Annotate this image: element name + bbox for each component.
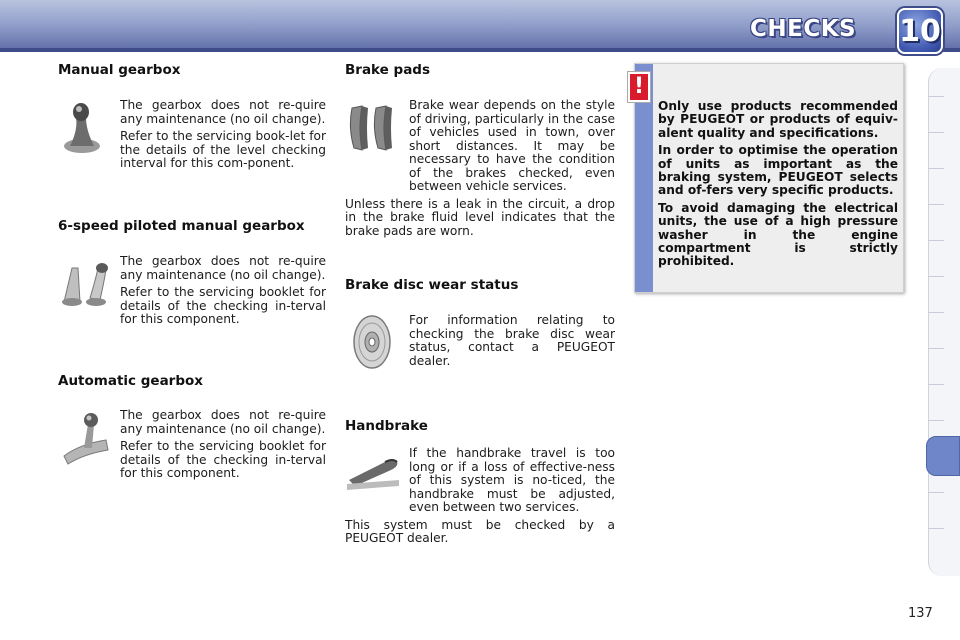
piloted-gear-selector-icon	[58, 258, 114, 310]
warning-text	[658, 100, 898, 273]
automatic-gearbox-text	[120, 409, 326, 485]
chapter-number: 10	[899, 13, 941, 49]
paragraph: Refer to the servicing booklet for details of the checking in-terval for this component.	[120, 285, 326, 326]
automatic-gear-selector-icon	[60, 410, 112, 466]
tab-divider	[928, 312, 944, 313]
paragraph: Refer to the servicing book-let for the details of the level checking interval for this com-ponent.	[120, 129, 326, 170]
manual-gear-lever-icon	[60, 100, 106, 156]
page-title: CHECKS	[750, 16, 857, 42]
chapter-tab-strip	[928, 68, 960, 576]
brake-pads-title: Brake pads	[345, 62, 431, 78]
paragraph: For information relating to checking the brake disc wear status, contact a PEUGEOT dealer.	[409, 313, 615, 368]
tab-divider	[928, 528, 944, 529]
warning-paragraph: In order to optimise the operation of units as important as the braking system, PEUGEOT selects and of-fers very specific products.	[658, 143, 898, 198]
brake-disc-icon	[350, 313, 394, 371]
tab-divider	[928, 420, 944, 421]
warning-paragraph: Only use products recommended by PEUGEOT or products of equiv-alent quality and specifications.	[658, 99, 898, 140]
warning-icon: !	[628, 72, 650, 102]
piloted-gearbox-text	[120, 255, 326, 331]
manual-gearbox-text	[120, 99, 326, 175]
tab-divider	[928, 96, 944, 97]
header-edge	[0, 48, 960, 52]
tab-divider	[928, 240, 944, 241]
brake-disc-title: Brake disc wear status	[345, 277, 519, 293]
warning-paragraph: To avoid damaging the electrical units, the use of a high pressure washer in the engine compartment is strictly prohibited.	[658, 200, 898, 269]
automatic-gearbox-title: Automatic gearbox	[58, 373, 203, 389]
chapter-badge	[897, 8, 943, 54]
brake-pads-text	[345, 99, 615, 242]
piloted-gearbox-title: 6-speed piloted manual gearbox	[58, 218, 305, 234]
tab-divider	[928, 276, 944, 277]
tab-divider	[928, 492, 944, 493]
chapter-tab-active[interactable]	[926, 436, 960, 476]
handbrake-text	[345, 447, 615, 550]
page-number: 137	[908, 606, 933, 621]
paragraph: Unless there is a leak in the circuit, a drop in the brake fluid level indicates that the brake pads are worn.	[345, 196, 615, 238]
tab-divider	[928, 204, 944, 205]
tab-divider	[928, 384, 944, 385]
paragraph: The gearbox does not re-quire any maintenance (no oil change).	[120, 408, 326, 436]
tab-divider	[928, 168, 944, 169]
brake-disc-text	[409, 314, 615, 372]
manual-gearbox-title: Manual gearbox	[58, 62, 181, 78]
paragraph: This system must be checked by a PEUGEOT dealer.	[345, 517, 615, 545]
paragraph: The gearbox does not re-quire any maintenance (no oil change).	[120, 254, 326, 282]
paragraph: If the handbrake travel is too long or if a loss of effective-ness of this system is no-ticed, the handbrake must be adjusted, even between two services.	[409, 446, 615, 514]
handbrake-title: Handbrake	[345, 418, 428, 434]
tab-divider	[928, 348, 944, 349]
paragraph: The gearbox does not re-quire any maintenance (no oil change).	[120, 98, 326, 126]
paragraph: Refer to the servicing booklet for details of the checking in-terval for this component.	[120, 439, 326, 480]
tab-divider	[928, 132, 944, 133]
paragraph: Brake wear depends on the style of driving, particularly in the case of vehicles used in town, over short distances. It may be necessary to have the condition of the brakes checked, even between vehicle services.	[409, 98, 615, 193]
